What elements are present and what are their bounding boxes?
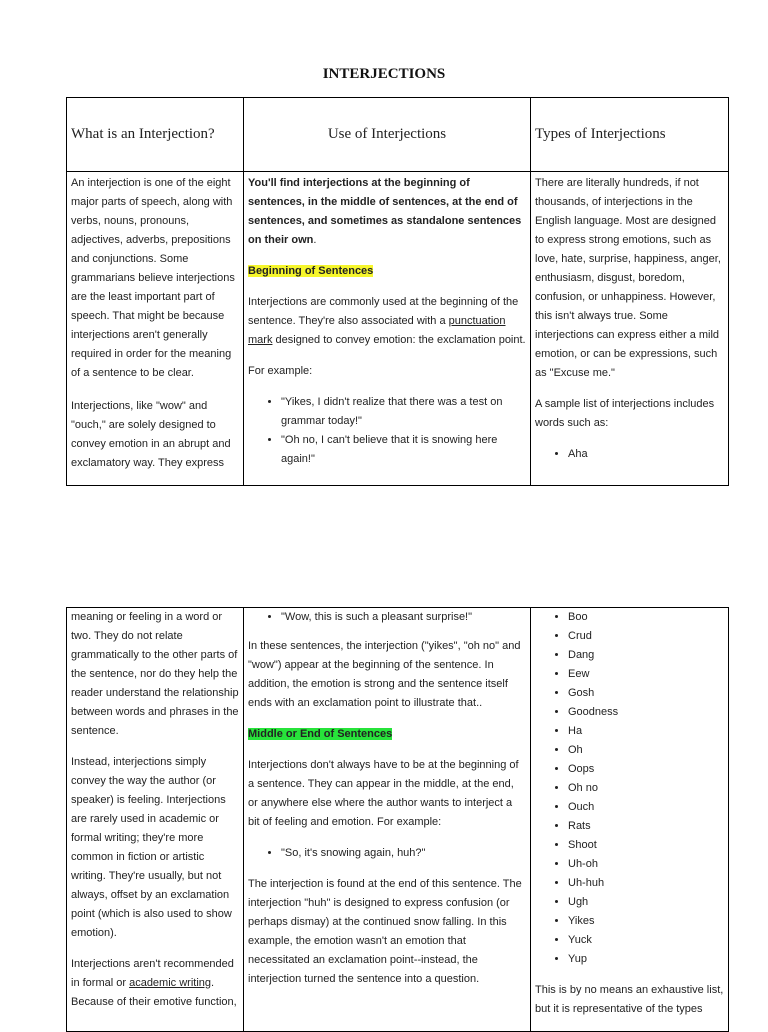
list-item: • Gosh [568, 684, 724, 703]
page-title: INTERJECTIONS [322, 66, 446, 82]
paragraph-part: Interjections are commonly used at the beginning of the sentence. They're also associated with a [248, 296, 519, 327]
academic-writing-link[interactable]: academic writing [129, 977, 211, 989]
heading-beginning-of-sentences: Beginning of Sentences [248, 265, 374, 277]
header-use: Use of Interjections [244, 98, 531, 172]
intro-period: . [313, 234, 317, 246]
cell-what-is [67, 172, 244, 486]
paragraph: Interjections don't always have to be at the beginning of a sentence. They can appear in the middle, at the end, or anywhere else where the author wants to interject a bit of feeling and emotion. For example: [248, 759, 519, 828]
list-item: • "Yikes, I didn't realize that there was a test on grammar today!" [281, 393, 526, 431]
paragraph: Instead, interjections simply convey the way the author (or speaker) is feeling. Interjections are rarely used in academic or formal writing; they're more common in fiction or artistic writing. They're usually, but not always, offset by an exclamation point (which is also used to show emotion). [71, 756, 232, 939]
table-body-row [67, 608, 729, 1032]
list-item: • Rats [568, 817, 724, 836]
paragraph-part: . Because of their emotive function, [71, 977, 237, 1008]
list-item: • Eew [568, 665, 724, 684]
table-body-row [67, 172, 729, 486]
table-header-row [67, 98, 729, 172]
list-item: • Shoot [568, 836, 724, 855]
interjection-list [535, 608, 724, 969]
list-item: • Ha [568, 722, 724, 741]
list-item: • Uh-oh [568, 855, 724, 874]
paragraph: There are literally hundreds, if not thousands, of interjections in the English language. Most are designed to express strong emotions, such as love, hate, surprise, happiness, anger, enthusiasm, disgust, boredom, confusion, or unhappiness. However, this isn't always true. Some interjections can express either a mild emotion, or can be expressions, such as "Excuse me." [535, 177, 721, 379]
interjection-list [535, 445, 724, 464]
list-item: • Ouch [568, 798, 724, 817]
list-item: • Yup [568, 950, 724, 969]
list-item: • Oh [568, 741, 724, 760]
cell-types-continued [531, 608, 729, 1032]
paragraph: This is by no means an exhaustive list, but it is representative of the types [535, 984, 724, 1015]
interjections-table-bottom [66, 607, 729, 1032]
paragraph: A sample list of interjections includes words such as: [535, 398, 715, 429]
list-item: • Dang [568, 646, 724, 665]
header-types: Types of Interjections [531, 98, 729, 172]
heading-middle-or-end-of-sentences: Middle or End of Sentences [248, 728, 393, 740]
paragraph-part: designed to convey emotion: the exclamation point. [272, 334, 526, 346]
cell-use [244, 172, 531, 486]
list-item: • Uh-huh [568, 874, 724, 893]
interjections-table-top [66, 97, 729, 486]
list-item: • Oh no [568, 779, 724, 798]
list-item: • Aha [568, 445, 724, 464]
list-item: • Yikes [568, 912, 724, 931]
list-item: • "Oh no, I can't believe that it is snowing here again!" [281, 431, 526, 469]
list-item: • Boo [568, 608, 724, 627]
list-item: • Crud [568, 627, 724, 646]
list-item: • Goodness [568, 703, 724, 722]
list-item: • Oops [568, 760, 724, 779]
list-item: • "Wow, this is such a pleasant surprise!" [281, 608, 526, 627]
list-item: • "So, it's snowing again, huh?" [281, 844, 526, 863]
paragraph: The interjection is found at the end of this sentence. The interjection "huh" is designed to express confusion (or perhaps dismay) at the continued snow falling. In this example, the emotion wasn't an emotion that necessitated an exclamation point--instead, the interjection turned the sentence into a question. [248, 878, 522, 985]
paragraph: For example: [248, 365, 313, 377]
paragraph: Interjections, like "wow" and "ouch," are solely designed to convey emotion in an abrupt and exclamatory way. They express [71, 400, 231, 469]
cell-what-is-continued [67, 608, 244, 1032]
example-list [248, 393, 526, 469]
punctuation-mark-link[interactable]: punctuation mark [248, 315, 506, 346]
example-list [248, 608, 526, 627]
paragraph-part: Interjections aren't recommended in formal or [71, 958, 234, 989]
cell-use-continued [244, 608, 531, 1032]
list-item: • Ugh [568, 893, 724, 912]
header-what-is: What is an Interjection? [67, 98, 244, 172]
paragraph: In these sentences, the interjection ("yikes", "oh no" and "wow") appear at the beginning of the sentence. In addition, the emotion is strong and the sentence itself ends with an exclamation point to illustrate that.. [248, 640, 521, 709]
paragraph: An interjection is one of the eight major parts of speech, along with verbs, nouns, pronouns, adjectives, adverbs, prepositions and conjunctions. Some grammarians believe interjections are the least important part of speech. That might be because interjections aren't generally required in order for the meaning of a sentence to be clear. [71, 177, 235, 379]
paragraph: meaning or feeling in a word or two. They do not relate grammatically to the other parts of the sentence, nor do they help the reader understand the relationship between words and phrases in the sentence. [71, 611, 239, 737]
intro-bold-text: You'll find interjections at the beginning of sentences, in the middle of sentences, at the end of sentences, and sometimes as standalone sentences on their own [248, 177, 522, 246]
list-item: • Yuck [568, 931, 724, 950]
example-list [248, 844, 526, 863]
cell-types [531, 172, 729, 486]
